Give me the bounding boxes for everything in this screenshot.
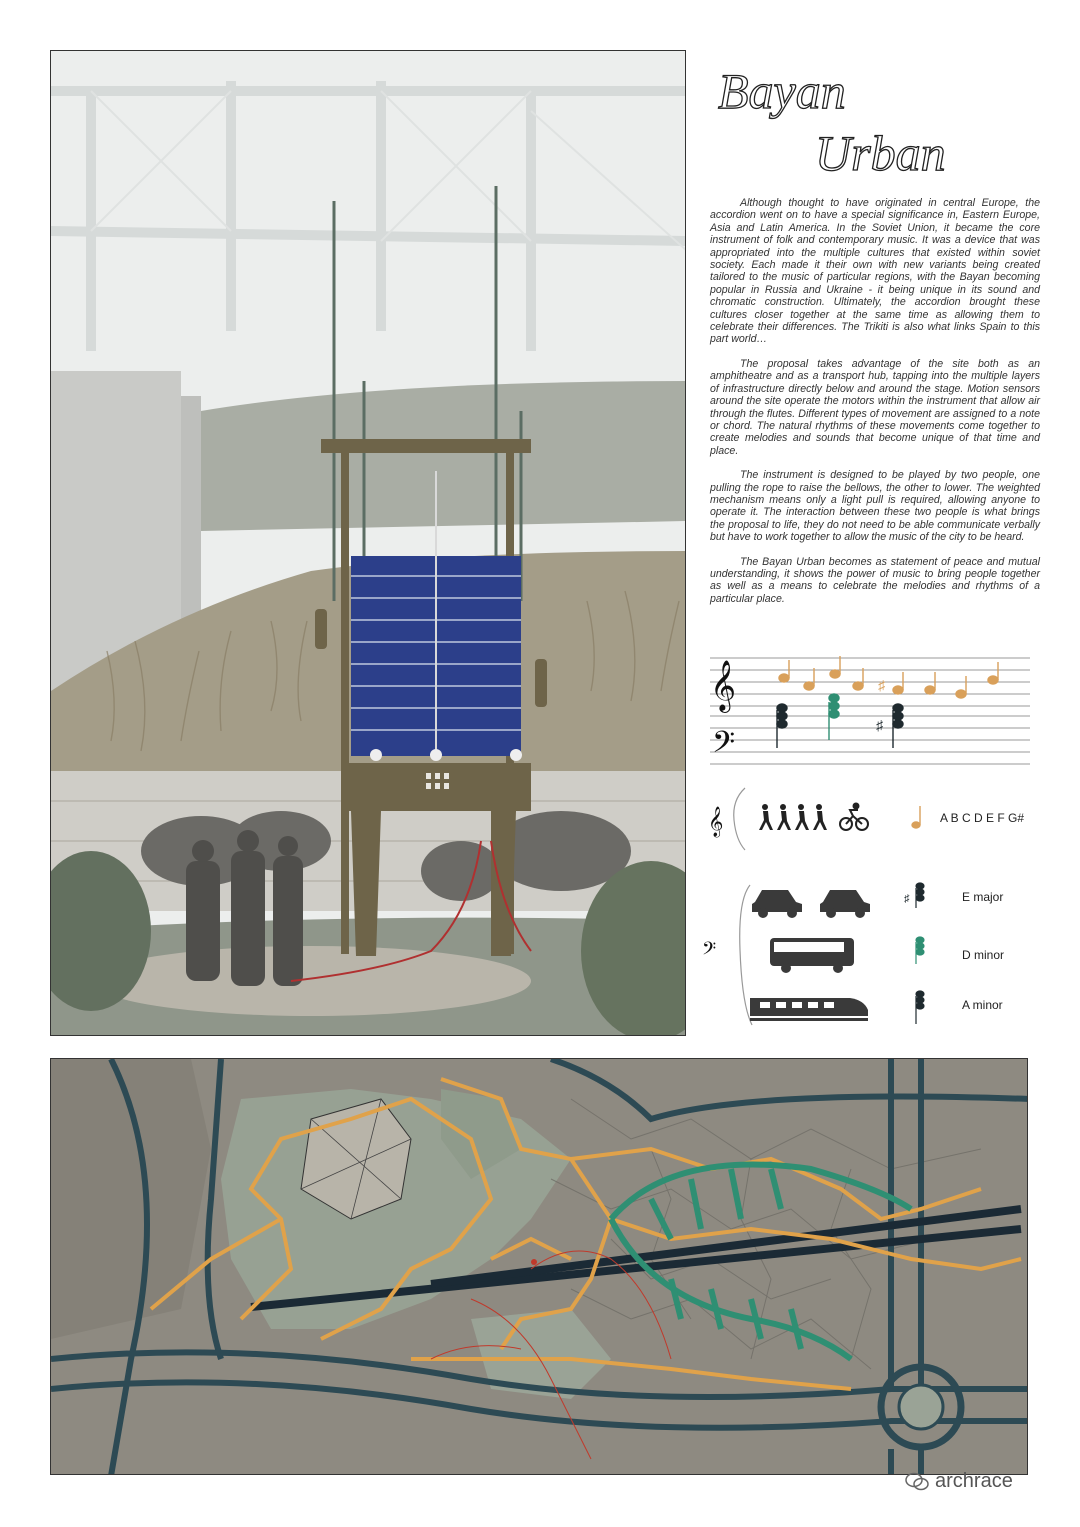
bus-icon	[770, 938, 854, 973]
site-plan	[50, 1058, 1028, 1475]
chord-label-e-major: E major	[962, 890, 1004, 904]
pedestrians-icon	[759, 804, 827, 830]
car-icon	[820, 890, 870, 918]
svg-text:♯: ♯	[878, 677, 885, 693]
paragraph-2: The proposal takes advantage of the site both as an amphitheatre and as a transport hub, tapping into the multiple layers of infrastructure directly below and around the stage. Motion sensors around the site operate the motors within the instrument that allow air through the flutes. Different types of movement are assigned to a note or chord. The natural rhythms of these movements come together to create melodies and sounds that become unique of that time and place.	[710, 357, 1040, 457]
chord-e-major	[876, 704, 903, 748]
paragraph-1: Although thought to have originated in central Europe, the accordion went on to have a special significance in, Eastern Europe, Asia and Latin America. In the Soviet Union, it became the core instrument of folk and contemporary music. It was a device that was appropriated into the multiple cultures that existed within soviet society. Each made it their own with new variants being created tailored to the music of particular regions, with the Bayan becoming popular in Russia and Ukraine - it being unique in its sound and chromatic construction. Ultimately, the accordion brought these cultures closer together at the same time as allowing them to celebrate their differences. The Trikiti is also what links Spain to this part world…	[710, 197, 1040, 346]
music-staff	[708, 650, 1038, 775]
svg-text:♯: ♯	[876, 717, 883, 733]
watermark	[905, 1470, 1013, 1493]
title-line-2: Urban	[815, 125, 946, 181]
chord-label-d-minor: D minor	[962, 948, 1005, 962]
treble-clef-icon: 𝄞	[708, 807, 724, 837]
bass-clef-icon: 𝄢	[702, 939, 717, 964]
chord-label-a-minor: A minor	[962, 998, 1003, 1012]
title-line-1: Bayan	[718, 63, 846, 119]
e-major-chord-icon	[904, 883, 924, 908]
site-plan-illustration	[51, 1059, 1028, 1475]
d-minor-chord-icon	[916, 937, 924, 964]
chord-d-minor	[829, 694, 839, 740]
cyclist-icon	[840, 804, 868, 831]
note-icon	[912, 806, 920, 828]
train-icon	[750, 998, 868, 1021]
a-minor-chord-icon	[916, 991, 924, 1024]
page-title	[700, 58, 1020, 183]
bass-clef-icon: 𝄢	[712, 726, 736, 767]
paragraph-3: The instrument is designed to be played by two people, one pulling the rope to raise the bellows, the other to lower. The weighted mechanism means only a light pull is required, allowing anyone to operate it. The interaction between these two people is what brings the proposal to life, they do not need to be able communicate verbally but have to work together to allow the music of the city to be heard.	[710, 469, 1040, 544]
wechat-icon	[905, 1472, 929, 1492]
body-text	[710, 197, 1040, 617]
paragraph-4: The Bayan Urban becomes as statement of peace and mutual understanding, it shows the power of music to bring people together as well as a means to celebrate the melodies and rhythms of a particular place.	[710, 555, 1040, 605]
instrument-render-illustration	[51, 51, 686, 1036]
treble-notes-label: A B C D E F G#	[940, 811, 1025, 825]
melody-notes	[779, 656, 998, 698]
watermark-text: archrace	[935, 1470, 1013, 1492]
svg-text:♯: ♯	[904, 893, 910, 905]
render-image	[50, 50, 686, 1036]
brace-icon	[734, 788, 745, 850]
treble-clef-icon: 𝄞	[710, 660, 737, 711]
chord-a-minor	[777, 704, 787, 748]
car-icon	[752, 890, 802, 918]
